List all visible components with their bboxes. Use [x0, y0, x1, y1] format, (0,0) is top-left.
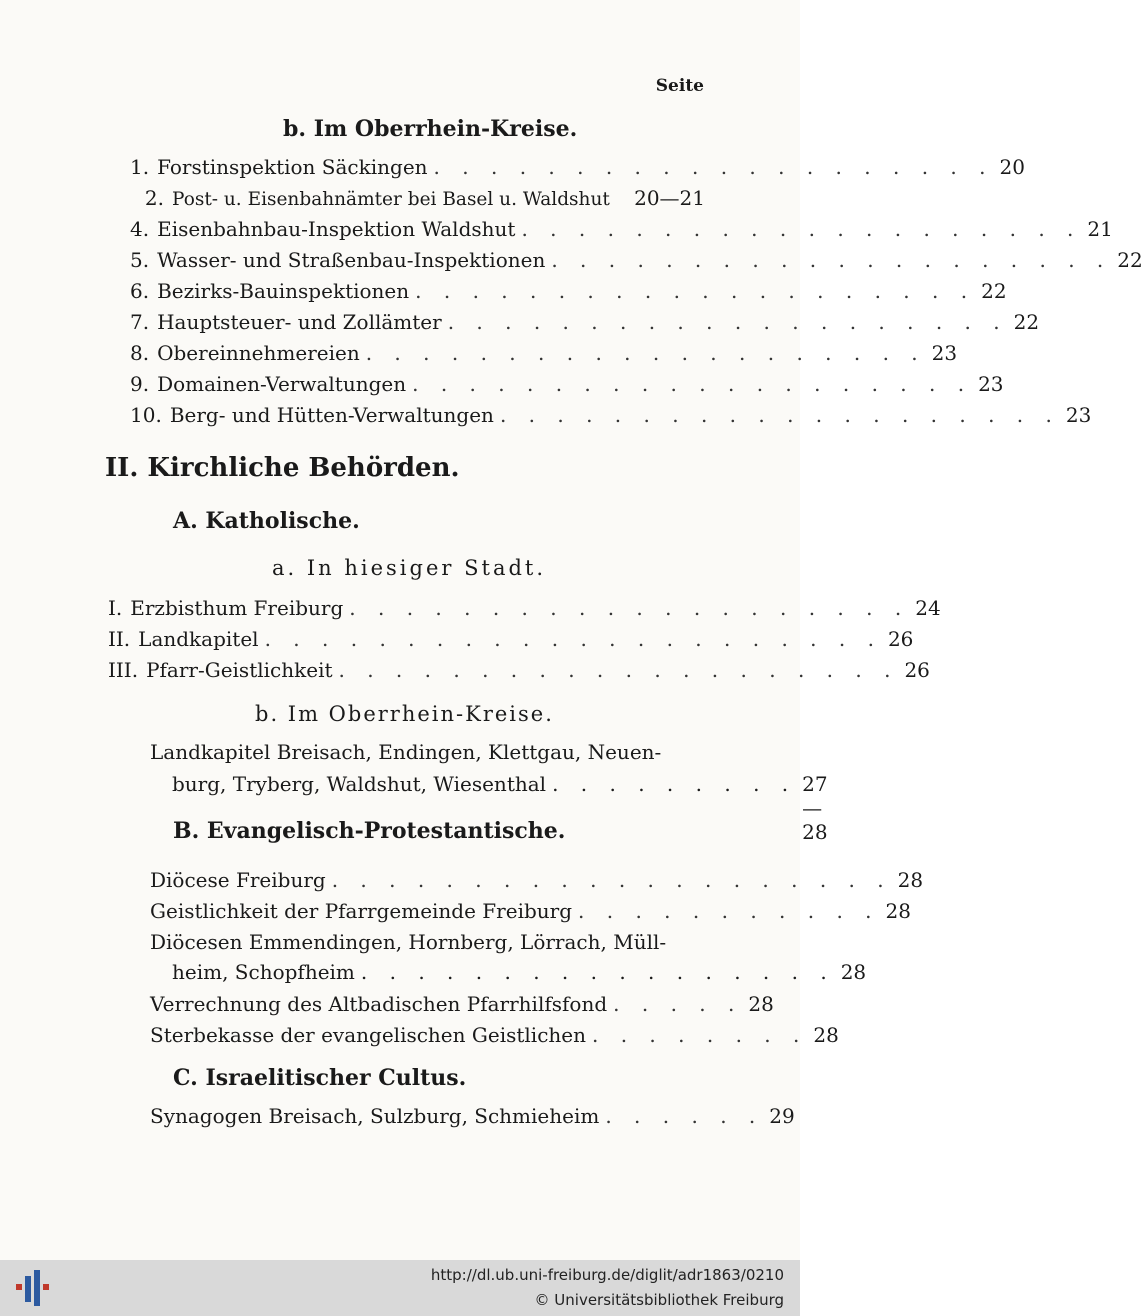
dioecesen-line2: heim, Schopfheim	[172, 960, 355, 984]
leader-dots: . . . . . .	[605, 1104, 764, 1128]
toc-row-page: 24	[915, 596, 941, 620]
leader-dots: . . . . .	[613, 992, 743, 1016]
toc-row-text: Geistlichkeit der Pfarrgemeinde Freiburg	[150, 899, 573, 923]
leader-dots: . . . . . . . . . . . . . . . . . . . .	[349, 596, 910, 620]
leader-dots: . . . . . . . . . . . . . . . . . . . .	[365, 341, 926, 365]
toc-row-page: 28	[748, 992, 774, 1016]
source-url-link[interactable]: http://dl.ub.uni-freiburg.de/diglit/adr1863/0210	[430, 1266, 784, 1284]
toc-row-number: 4.	[130, 217, 150, 241]
section-heading-evangelisch: B. Evangelisch-Protestantische.	[173, 818, 566, 844]
toc-row	[108, 658, 930, 689]
toc-row	[150, 899, 911, 930]
ub-freiburg-logo-icon	[14, 1268, 54, 1308]
toc-row	[130, 186, 705, 217]
toc-row-text: Bezirks-Bauinspektionen	[157, 279, 410, 303]
seite-label: Seite	[655, 76, 704, 96]
toc-row-number: 8.	[130, 341, 150, 365]
toc-row-text: Verrechnung des Altbadischen Pfarrhilfsfond	[150, 992, 608, 1016]
toc-row	[108, 596, 941, 627]
subsection-heading-stadt: a. In hiesiger Stadt.	[272, 556, 547, 580]
toc-row-page: 26	[887, 627, 914, 651]
leader-dots: . . . . . . . . . . . . . . . . . . . .	[447, 310, 1008, 334]
leader-dots: . . . . . . . . . . . . . . . . . . . .	[433, 155, 994, 179]
toc-row-number: 5.	[130, 248, 150, 272]
toc-row-number: III.	[108, 658, 139, 682]
dioecesen-line2-row	[172, 960, 867, 984]
toc-row	[130, 403, 1092, 434]
part-heading-kirchliche: II. Kirchliche Behörden.	[105, 453, 460, 483]
toc-row-page: 23	[931, 341, 958, 365]
toc-row-page: 28	[813, 1023, 839, 1047]
toc-row-text: Sterbekasse der evangelischen Geistlichen	[150, 1023, 586, 1047]
toc-row-page: 26	[904, 658, 930, 682]
leader-dots: . . . . . . . . . . . . . . . . . . . .	[331, 868, 892, 892]
landkapitel-page: 27—28	[802, 772, 828, 844]
section-heading-katholische: A. Katholische.	[173, 508, 360, 534]
leader-dots: . . . . . . . . . . . . . . . . . . . .	[415, 279, 976, 303]
toc-row-number: 10.	[130, 403, 162, 427]
toc-row-text: Pfarr-Geistlichkeit	[146, 658, 333, 682]
toc-row-text: Forstinspektion Säckingen	[157, 155, 428, 179]
toc-row	[130, 279, 1007, 310]
toc-row	[150, 1104, 795, 1135]
toc-row-page: 28	[897, 868, 924, 892]
toc-row-text: Diöcese Freiburg	[150, 868, 326, 892]
toc-row	[150, 868, 924, 899]
toc-row-text: Wasser- und Straßenbau-Inspektionen	[157, 248, 546, 272]
toc-row-text: Hauptsteuer- und Zollämter	[157, 310, 442, 334]
toc-row-number: 2.	[144, 186, 164, 210]
subsection-heading-oberrhein: b. Im Oberrhein-Kreise.	[255, 702, 554, 726]
toc-row-page: 29	[769, 1104, 795, 1128]
section-heading-oberrhein: b. Im Oberrhein-Kreise.	[283, 116, 578, 142]
copyright-text: © Universitätsbibliothek Freiburg	[534, 1291, 784, 1309]
leader-dots: . . . . . . . . . . . . . . . . . . . .	[521, 217, 1082, 241]
toc-row	[130, 372, 1004, 403]
toc-row-number: 1.	[130, 155, 150, 179]
toc-row-page: 20	[999, 155, 1025, 179]
toc-row-page: 22	[1013, 310, 1040, 334]
toc-row	[150, 1023, 839, 1054]
leader-dots: . . . . . . . .	[592, 1023, 808, 1047]
dioecesen-page: 28	[840, 960, 867, 984]
landkapitel-line2: burg, Tryberg, Waldshut, Wiesenthal	[172, 772, 547, 796]
dioecesen-line1: Diöcesen Emmendingen, Hornberg, Lörrach, Müll-	[150, 930, 667, 954]
toc-row-page: 22	[981, 279, 1007, 303]
toc-row	[130, 248, 1143, 279]
toc-row	[130, 155, 1025, 186]
toc-row	[150, 992, 774, 1023]
toc-row	[130, 217, 1113, 248]
toc-row-text: Berg- und Hütten-Verwaltungen	[169, 403, 494, 427]
toc-row-page: 21	[1087, 217, 1113, 241]
toc-row-number: 6.	[130, 279, 150, 303]
toc-row-page: 23	[1065, 403, 1092, 427]
leader-dots: . . . . . . . . . . . . . . . . . . . .	[338, 658, 899, 682]
leader-dots: . . . . . . . . .	[552, 772, 797, 796]
leader-dots: . . . . . . . . . . .	[578, 899, 880, 923]
section-heading-israelitisch: C. Israelitischer Cultus.	[173, 1065, 467, 1091]
toc-row-text: Obereinnehmereien	[157, 341, 360, 365]
viewer-footer	[0, 1260, 800, 1316]
toc-row	[130, 341, 958, 372]
toc-row-page: 20—21	[634, 186, 705, 210]
toc-row-page: 23	[978, 372, 1004, 396]
toc-row	[108, 627, 914, 658]
toc-row-text: Synagogen Breisach, Sulzburg, Schmieheim	[150, 1104, 600, 1128]
toc-row-text: Eisenbahnbau-Inspektion Waldshut	[157, 217, 516, 241]
toc-row-number: 7.	[130, 310, 150, 334]
toc-row-text: Landkapitel	[138, 627, 259, 651]
toc-row	[130, 310, 1040, 341]
leader-dots: . . . . . . . . . . . . . . . . . . . . . .	[264, 627, 882, 651]
toc-row-text: Erzbisthum Freiburg	[130, 596, 344, 620]
dioecesen-entry	[150, 930, 867, 984]
toc-row-text: Post- u. Eisenbahnämter bei Basel u. Waldshut	[172, 189, 610, 210]
toc-row-number: I.	[108, 596, 123, 620]
leader-dots: . . . . . . . . . . . . . . . . .	[360, 960, 835, 984]
leader-dots: . . . . . . . . . . . . . . . . . . . .	[499, 403, 1060, 427]
leader-dots: . . . . . . . . . . . . . . . . . . . .	[551, 248, 1112, 272]
landkapitel-line1: Landkapitel Breisach, Endingen, Klettgau, Neuen-	[150, 740, 662, 764]
toc-row-number: 9.	[130, 372, 150, 396]
leader-dots: . . . . . . . . . . . . . . . . . . . .	[412, 372, 973, 396]
toc-row-text: Domainen-Verwaltungen	[157, 372, 407, 396]
toc-row-page: 28	[885, 899, 911, 923]
toc-row-page: 22	[1117, 248, 1143, 272]
toc-row-number: II.	[108, 627, 131, 651]
